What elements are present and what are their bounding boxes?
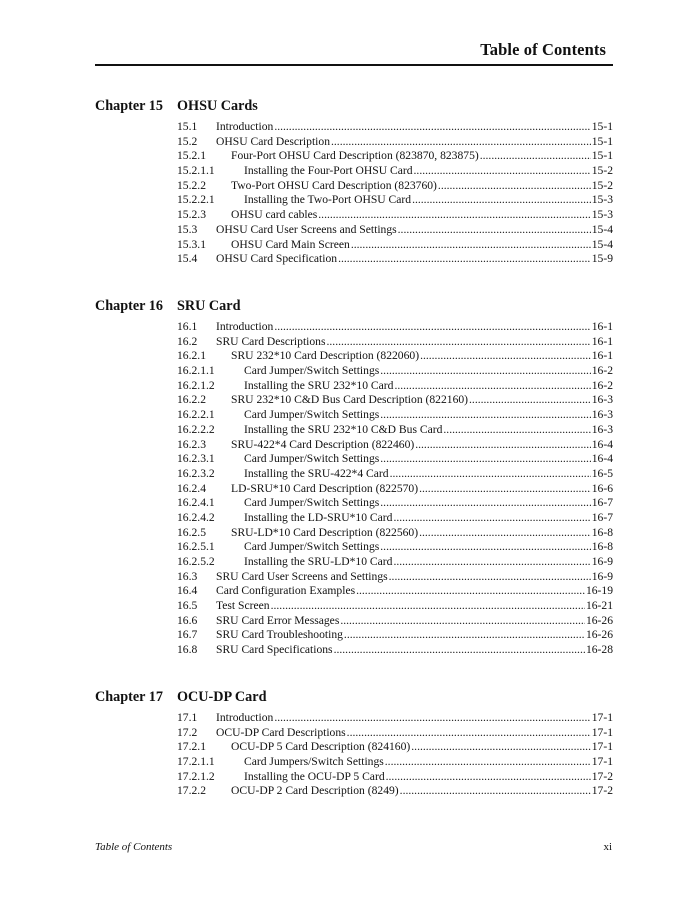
- toc-entry[interactable]: [95, 349, 613, 364]
- toc-entry[interactable]: [95, 335, 613, 350]
- toc-entry-page: 16-26: [585, 613, 613, 627]
- dot-leader: [380, 496, 590, 511]
- dot-leader: [338, 252, 591, 267]
- toc-entry-page: 17-1: [591, 725, 613, 739]
- dot-leader: [356, 584, 585, 599]
- chapter-title: SRU Card: [177, 298, 241, 314]
- toc-entry-title: Card Jumper/Switch Settings: [244, 452, 380, 466]
- dot-leader: [393, 555, 590, 570]
- toc-entry-number: 17.2.1.1: [177, 755, 215, 769]
- dot-leader: [394, 379, 590, 394]
- toc-entry-title: LD-SRU*10 Card Description (822570): [231, 481, 419, 495]
- toc-entry-number: 16.2.5.2: [177, 555, 215, 568]
- toc-entry[interactable]: [95, 584, 613, 599]
- toc-entry-page: 17-1: [591, 740, 613, 754]
- dot-leader: [398, 223, 591, 238]
- chapter-number: Chapter 15: [95, 98, 163, 114]
- toc-entry[interactable]: [95, 364, 613, 379]
- dot-leader: [480, 149, 591, 164]
- toc-entry-title: SRU 232*10 C&D Bus Card Description (822160): [231, 393, 469, 407]
- toc-entry[interactable]: [95, 223, 613, 238]
- toc-entry-page: 16-1: [591, 320, 613, 333]
- toc-entry-number: 16.2.5.1: [177, 540, 215, 554]
- toc-entry[interactable]: [95, 496, 613, 511]
- toc-entry-title: SRU 232*10 Card Description (822060): [231, 349, 420, 363]
- toc-entry[interactable]: [95, 164, 613, 179]
- toc-entry-number: 16.2.4.1: [177, 496, 215, 510]
- toc-entry-title: OCU-DP Card Descriptions: [216, 725, 346, 739]
- toc-entry[interactable]: [95, 393, 613, 408]
- toc-entry[interactable]: [95, 711, 613, 726]
- toc-entry[interactable]: [95, 120, 613, 135]
- dot-leader: [274, 120, 590, 135]
- toc-entry[interactable]: [95, 614, 613, 629]
- dot-leader: [419, 482, 591, 497]
- toc-entry-number: 15.2: [177, 134, 198, 148]
- toc-entry-page: 16-8: [591, 525, 613, 539]
- toc-entry-title: Card Jumper/Switch Settings: [244, 540, 380, 554]
- toc-entry-page: 17-2: [591, 769, 613, 783]
- dot-leader: [420, 349, 591, 364]
- toc-entry-number: 16.8: [177, 643, 198, 657]
- dot-leader: [351, 238, 591, 253]
- toc-entry-page: 15-3: [591, 208, 613, 222]
- toc-entry-number: 15.2.3: [177, 208, 206, 222]
- toc-entry-title: Card Configuration Examples: [216, 584, 356, 598]
- toc-entry-title: Installing the LD-SRU*10 Card: [244, 510, 393, 524]
- toc-entry-page: 16-26: [585, 628, 613, 642]
- toc-entry-number: 15.2.2: [177, 178, 206, 192]
- toc-entry-number: 16.1: [177, 320, 198, 333]
- dot-leader: [274, 320, 590, 335]
- dot-leader: [419, 526, 591, 541]
- toc-entry-number: 16.2.3.2: [177, 466, 215, 480]
- toc-entry[interactable]: [95, 770, 613, 785]
- toc-entry-number: 16.2.1: [177, 349, 206, 363]
- toc-entry[interactable]: [95, 540, 613, 555]
- toc-entry-page: 16-5: [591, 466, 613, 480]
- toc-entry-number: 16.2.2: [177, 393, 206, 407]
- chapter-section: [95, 98, 613, 267]
- toc-entry-page: 16-19: [585, 584, 613, 598]
- toc-entry-title: Introduction: [216, 711, 274, 724]
- toc-entry-page: 17-1: [591, 711, 613, 724]
- toc-entry-title: OHSU card cables: [231, 208, 318, 222]
- chapter-title: OHSU Cards: [177, 98, 258, 114]
- toc-entry[interactable]: [95, 408, 613, 423]
- toc-entry-number: 17.2.1: [177, 740, 206, 754]
- toc-entry-page: 15-9: [591, 252, 613, 266]
- toc-entry-number: 16.2.1.1: [177, 364, 215, 378]
- toc-entry-number: 15.1: [177, 120, 198, 133]
- page-header-title: Table of Contents: [480, 40, 606, 59]
- toc-entry[interactable]: [95, 252, 613, 267]
- toc-entry-number: 15.3: [177, 222, 198, 236]
- dot-leader: [438, 179, 591, 194]
- toc-entry-title: Introduction: [216, 320, 274, 333]
- toc-entry[interactable]: [95, 784, 613, 799]
- toc-entry-page: 16-2: [591, 364, 613, 378]
- dot-leader: [331, 135, 591, 150]
- toc-entry-page: 15-1: [591, 149, 613, 163]
- toc-entry[interactable]: [95, 467, 613, 482]
- toc-entry-list: [95, 120, 613, 267]
- toc-entry[interactable]: [95, 526, 613, 541]
- dot-leader: [469, 393, 591, 408]
- toc-entry-page: 16-7: [591, 496, 613, 510]
- header-rule: [95, 64, 613, 66]
- toc-entry-number: 16.6: [177, 613, 198, 627]
- toc-entry-title: OHSU Card Main Screen: [231, 237, 350, 251]
- toc-entry-number: 16.7: [177, 628, 198, 642]
- toc-entry-page: 15-4: [591, 237, 613, 251]
- dot-leader: [443, 423, 590, 438]
- dot-leader: [414, 164, 591, 179]
- toc-entry-number: 17.2: [177, 725, 198, 739]
- footer-section-label: Table of Contents: [95, 841, 173, 853]
- toc-entry[interactable]: [95, 740, 613, 755]
- toc-entry-number: 17.1: [177, 711, 198, 724]
- dot-leader: [412, 193, 591, 208]
- chapter-heading: [95, 689, 613, 709]
- chapter-number: Chapter 16: [95, 298, 163, 314]
- toc-entry-number: 16.3: [177, 569, 198, 583]
- toc-entry[interactable]: [95, 452, 613, 467]
- dot-leader: [327, 335, 591, 350]
- toc-entry-page: 15-2: [591, 164, 613, 178]
- toc-entry[interactable]: [95, 423, 613, 438]
- toc-entry[interactable]: [95, 511, 613, 526]
- toc-entry[interactable]: [95, 193, 613, 208]
- toc-entry[interactable]: [95, 570, 613, 585]
- toc-entry-number: 16.2.2.2: [177, 422, 215, 436]
- toc-entry-title: SRU Card User Screens and Settings: [216, 569, 388, 583]
- toc-entry-page: 16-21: [585, 599, 613, 613]
- toc-entry-title: OHSU Card User Screens and Settings: [216, 222, 397, 236]
- toc-entry-page: 15-4: [591, 222, 613, 236]
- toc-entry[interactable]: [95, 438, 613, 453]
- dot-leader: [380, 452, 590, 467]
- toc-entry-title: OHSU Card Specification: [216, 252, 338, 266]
- chapter-section: [95, 689, 613, 799]
- toc-entry-number: 16.2.3.1: [177, 452, 215, 466]
- toc-entry-title: Card Jumper/Switch Settings: [244, 496, 380, 510]
- toc-entry-page: 16-9: [591, 555, 613, 568]
- toc-entry-number: 16.2.5: [177, 525, 206, 539]
- dot-leader: [340, 614, 585, 629]
- toc-entry-number: 15.2.2.1: [177, 193, 215, 207]
- dot-leader: [380, 408, 590, 423]
- dot-leader: [380, 540, 590, 555]
- toc-entry-number: 16.4: [177, 584, 198, 598]
- footer-page-number: xi: [603, 841, 612, 853]
- toc-entry-title: Two-Port OHSU Card Description (823760): [231, 178, 437, 192]
- toc-entry-title: Introduction: [216, 120, 274, 133]
- toc-entry-title: Card Jumper/Switch Settings: [244, 408, 380, 422]
- toc-entry-number: 15.2.1: [177, 149, 206, 163]
- toc-entry-title: Installing the SRU 232*10 C&D Bus Card: [244, 422, 443, 436]
- toc-entry-number: 17.2.1.2: [177, 769, 215, 783]
- toc-entry[interactable]: [95, 599, 613, 614]
- toc-entry[interactable]: [95, 643, 613, 658]
- toc-entry[interactable]: [95, 320, 613, 335]
- toc-entry[interactable]: [95, 628, 613, 643]
- toc-entry[interactable]: [95, 135, 613, 150]
- toc-entry-page: 16-6: [591, 481, 613, 495]
- dot-leader: [334, 643, 585, 658]
- toc-entry-page: 16-9: [591, 569, 613, 583]
- toc-entry[interactable]: [95, 726, 613, 741]
- toc-entry-title: SRU Card Troubleshooting: [216, 628, 343, 642]
- dot-leader: [411, 740, 590, 755]
- toc-entry-page: 16-8: [591, 540, 613, 554]
- toc-entry-page: 15-1: [591, 134, 613, 148]
- toc-entry-title: Installing the OCU-DP 5 Card: [244, 769, 385, 783]
- toc-entry-number: 15.3.1: [177, 237, 206, 251]
- toc-entry-title: OHSU Card Description: [216, 134, 330, 148]
- toc-entry-number: 15.4: [177, 252, 198, 266]
- toc-entry-title: SRU Card Specifications: [216, 643, 333, 657]
- toc-entry-page: 16-3: [591, 393, 613, 407]
- toc-entry-title: Card Jumpers/Switch Settings: [244, 755, 384, 769]
- toc-entry-title: SRU-LD*10 Card Description (822560): [231, 525, 419, 539]
- chapter-title: OCU-DP Card: [177, 689, 267, 705]
- toc-entry-page: 16-3: [591, 408, 613, 422]
- toc-entry-page: 16-1: [591, 349, 613, 363]
- toc-entry-number: 16.2.3: [177, 437, 206, 451]
- toc-entry[interactable]: [95, 482, 613, 497]
- toc-entry-page: 15-1: [591, 120, 613, 133]
- dot-leader: [390, 467, 591, 482]
- toc-entry-title: Test Screen: [216, 599, 270, 613]
- toc-entry-number: 16.2.4: [177, 481, 206, 495]
- toc-entry[interactable]: [95, 755, 613, 770]
- toc-entry-title: Installing the Four-Port OHSU Card: [244, 164, 413, 178]
- toc-entry-page: 16-2: [591, 378, 613, 392]
- toc-entry-number: 16.5: [177, 599, 198, 613]
- toc-entry[interactable]: [95, 208, 613, 223]
- chapter-heading: [95, 98, 613, 118]
- toc-entry-title: Installing the SRU-422*4 Card: [244, 466, 389, 480]
- toc-entry-page: 17-2: [591, 784, 613, 798]
- toc-entry[interactable]: [95, 179, 613, 194]
- toc-entry-title: OCU-DP 2 Card Description (8249): [231, 784, 399, 798]
- toc-entry-title: Installing the SRU-LD*10 Card: [244, 555, 393, 568]
- toc-entry-title: Card Jumper/Switch Settings: [244, 364, 380, 378]
- toc-entry-title: SRU-422*4 Card Description (822460): [231, 437, 415, 451]
- toc-entry[interactable]: [95, 555, 613, 570]
- dot-leader: [274, 711, 590, 726]
- toc-entry[interactable]: [95, 379, 613, 394]
- dot-leader: [386, 770, 591, 785]
- toc-entry-number: 17.2.2: [177, 784, 206, 798]
- chapter-heading: [95, 298, 613, 318]
- dot-leader: [347, 726, 591, 741]
- dot-leader: [385, 755, 591, 770]
- dot-leader: [380, 364, 590, 379]
- dot-leader: [344, 628, 585, 643]
- toc-entry-number: 16.2.2.1: [177, 408, 215, 422]
- toc-entry-page: 17-1: [591, 755, 613, 769]
- toc-entry-page: 15-2: [591, 178, 613, 192]
- toc-entry-page: 15-3: [591, 193, 613, 207]
- toc-entry-number: 15.2.1.1: [177, 164, 215, 178]
- toc-entry[interactable]: [95, 238, 613, 253]
- dot-leader: [318, 208, 590, 223]
- toc-entry-page: 16-4: [591, 452, 613, 466]
- toc-entry[interactable]: [95, 149, 613, 164]
- toc-entry-list: [95, 711, 613, 799]
- dot-leader: [400, 784, 591, 799]
- toc-entry-page: 16-1: [591, 334, 613, 348]
- dot-leader: [389, 570, 591, 585]
- toc-entry-title: SRU Card Error Messages: [216, 613, 340, 627]
- toc-entry-title: Four-Port OHSU Card Description (823870, 823875): [231, 149, 479, 163]
- toc-entry-title: Installing the SRU 232*10 Card: [244, 378, 394, 392]
- toc-entry-title: OCU-DP 5 Card Description (824160): [231, 740, 411, 754]
- toc-entry-title: SRU Card Descriptions: [216, 334, 326, 348]
- toc-entry-number: 16.2: [177, 334, 198, 348]
- toc-entry-title: Installing the Two-Port OHSU Card: [244, 193, 412, 207]
- toc-entry-list: [95, 320, 613, 658]
- dot-leader: [393, 511, 590, 526]
- chapter-section: [95, 298, 613, 658]
- chapter-number: Chapter 17: [95, 689, 163, 705]
- toc-entry-page: 16-28: [585, 643, 613, 657]
- toc-entry-number: 16.2.1.2: [177, 378, 215, 392]
- toc-entry-page: 16-3: [591, 422, 613, 436]
- toc-entry-page: 16-7: [591, 510, 613, 524]
- toc-entry-page: 16-4: [591, 437, 613, 451]
- dot-leader: [415, 438, 591, 453]
- toc-entry-number: 16.2.4.2: [177, 510, 215, 524]
- dot-leader: [271, 599, 585, 614]
